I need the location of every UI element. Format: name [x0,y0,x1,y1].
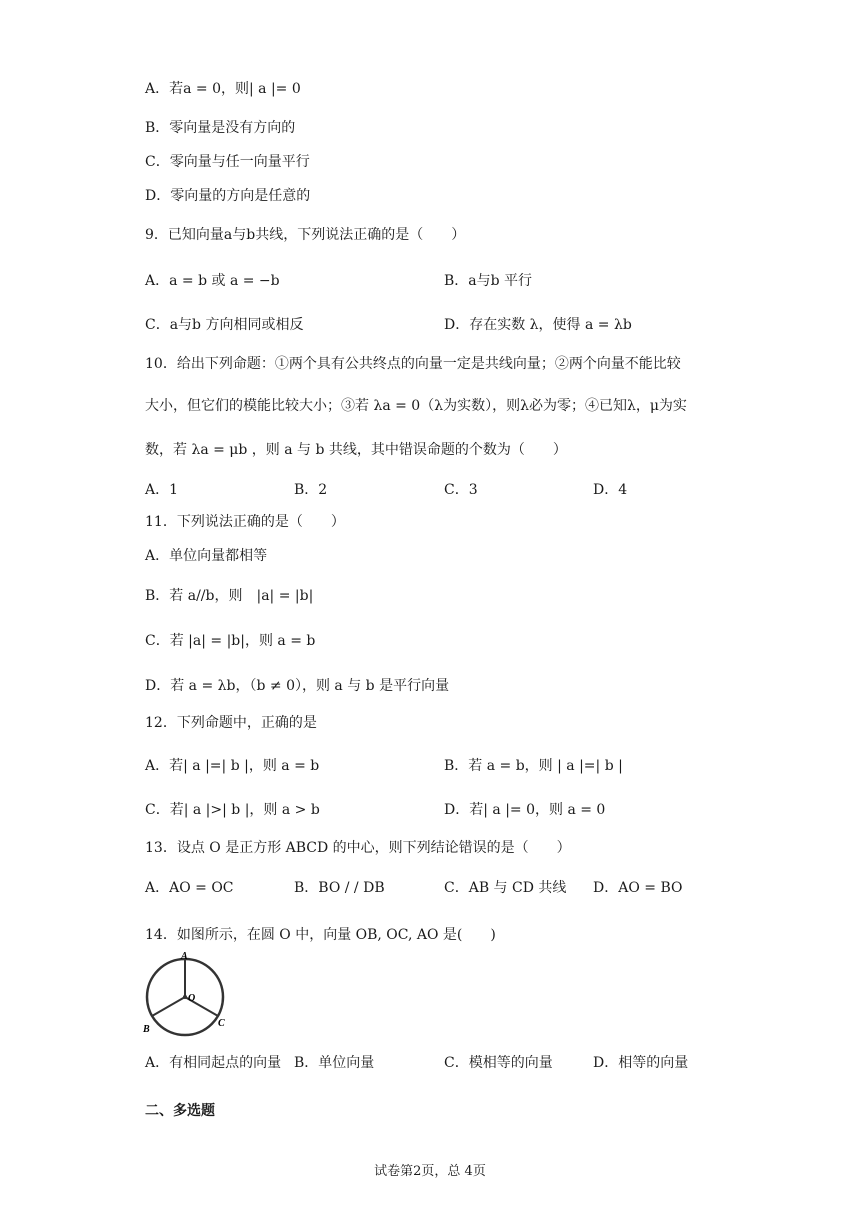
q9-option-c: C．a与b 方向相同或相反 [145,317,304,333]
q10-stem-line2: 大小，但它们的模能比较大小；③若 λa = 0（λ为实数），则λ必为零；④已知λ，μ为实 [145,398,687,414]
q14-stem: 14．如图所示，在圆 O 中，向量 OB, OC, AO 是( ) [145,927,496,943]
figure-label-b: B [143,1024,150,1035]
figure-label-a: A [181,951,188,962]
q13-option-b: B．BO / / DB [294,880,385,896]
q12-stem: 12．下列命题中，正确的是 [145,715,317,731]
q13-stem: 13．设点 O 是正方形 ABCD 的中心，则下列结论错误的是（ ） [145,840,571,856]
q8-option-b: B．零向量是没有方向的 [145,120,296,136]
q10-option-c: C．3 [444,482,478,498]
q11-option-d: D．若 a = λb，（b ≠ 0），则 a 与 b 是平行向量 [145,678,450,694]
q13-option-d: D．AO = BO [593,880,683,896]
q9-option-a: A．a = b 或 a = −b [145,273,280,289]
q14-option-d: D．相等的向量 [593,1055,689,1071]
q10-stem-line1: 10．给出下列命题：①两个具有公共终点的向量一定是共线向量；②两个向量不能比较 [145,356,681,372]
q13-option-a: A．AO = OC [145,880,234,896]
q9-option-d: D．存在实数 λ，使得 a = λb [444,317,632,333]
q14-option-b: B．单位向量 [294,1055,375,1071]
q14-option-a: A．有相同起点的向量 [145,1055,282,1071]
page-footer: 试卷第2页，总 4页 [374,1164,486,1179]
q10-stem-line3: 数，若 λa = μb ，则 a 与 b 共线，其中错误命题的个数为（ ） [145,442,567,458]
q12-option-b: B．若 a = b，则 | a |=| b | [444,758,623,774]
q14-circle-figure [140,950,235,1038]
q12-option-c: C．若| a |>| b |，则 a > b [145,802,320,818]
q12-option-d: D．若| a |= 0，则 a = 0 [444,802,606,818]
q11-option-a: A．单位向量都相等 [145,548,268,564]
q9-option-b: B．a与b 平行 [444,273,533,289]
figure-center-dot [183,995,187,999]
q8-option-c: C．零向量与任一向量平行 [145,154,310,170]
q11-option-c: C．若 |a| = |b|，则 a = b [145,633,316,649]
section-heading-multiple-choice: 二、多选题 [145,1103,215,1119]
figure-label-o: O [188,993,196,1004]
q11-option-b: B．若 a//b，则 |a| = |b| [145,588,314,604]
figure-segment-ob [152,997,185,1016]
q10-option-a: A．1 [145,482,179,498]
q13-option-c: C．AB 与 CD 共线 [444,880,567,896]
q12-option-a: A．若| a |=| b |，则 a = b [145,758,320,774]
q10-option-d: D．4 [593,482,628,498]
q11-stem: 11．下列说法正确的是（ ） [145,514,345,530]
q10-option-b: B．2 [294,482,328,498]
q8-option-a: A．若a = 0，则| a |= 0 [145,81,301,97]
q14-option-c: C．模相等的向量 [444,1055,553,1071]
figure-label-c: C [218,1018,225,1029]
q9-stem: 9．已知向量a与b共线，下列说法正确的是（ ） [145,227,466,243]
q8-option-d: D．零向量的方向是任意的 [145,188,311,204]
